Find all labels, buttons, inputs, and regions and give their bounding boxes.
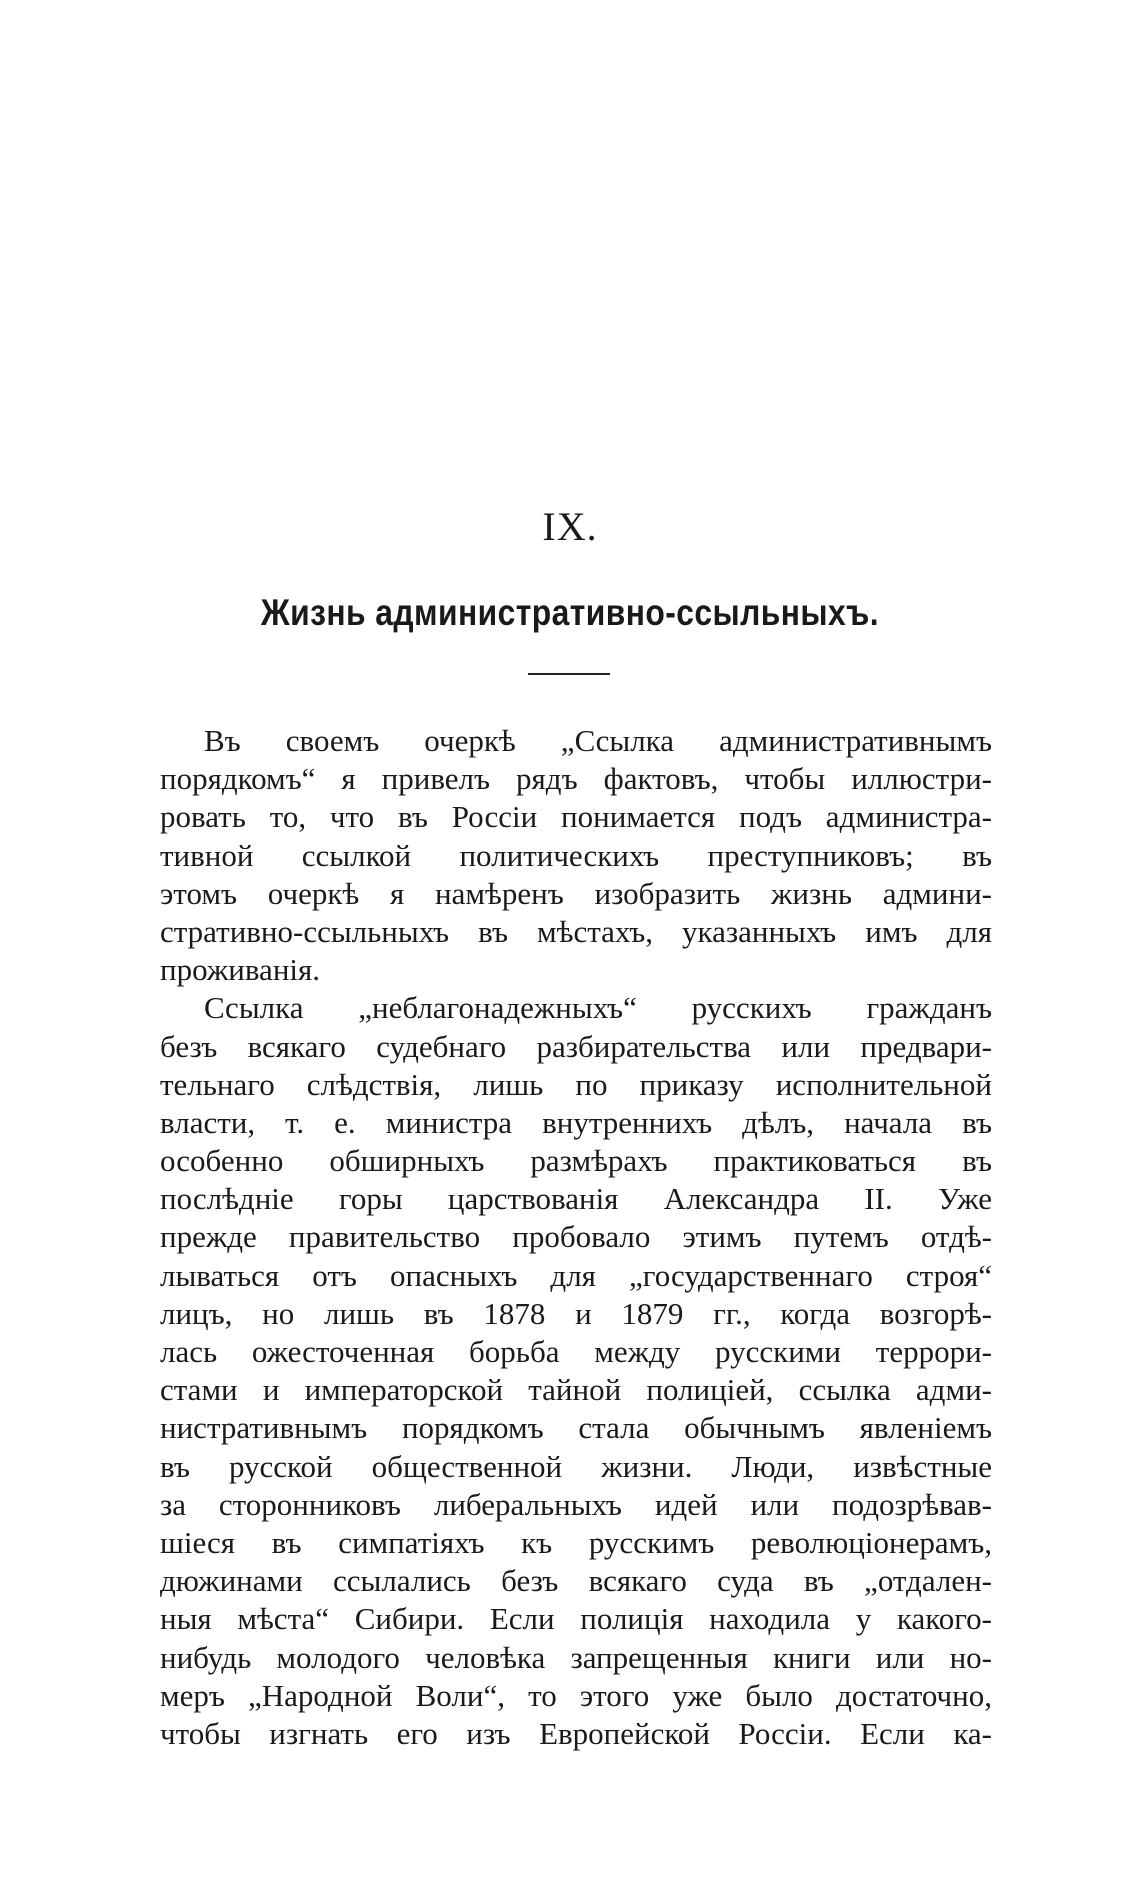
text-line: послѣдніе горы царствованія Александра II. Уже: [160, 1181, 992, 1217]
text-line: стративно-ссыльныхъ въ мѣстахъ, указанныхъ имъ для: [160, 913, 992, 949]
text-line: этомъ очеркѣ я намѣренъ изобразить жизнь админи-: [160, 875, 992, 911]
text-line: прежде правительство пробовало этимъ путемъ отдѣ-: [160, 1219, 992, 1255]
body-text: [160, 722, 992, 1753]
chapter-number: IX.: [542, 504, 598, 549]
text-line: ровать то, что въ Россіи понимается подъ администра-: [160, 799, 992, 835]
text-line: ныя мѣста“ Сибири. Если полиція находила у какого-: [160, 1601, 992, 1637]
text-line: меръ „Народной Воли“, то этого уже было достаточно,: [160, 1677, 992, 1713]
text-line: тивной ссылкой политическихъ преступниковъ; въ: [160, 837, 992, 873]
paragraph-1: [160, 722, 992, 989]
text-line: Въ своемъ очеркѣ „Ссылка административнымъ: [204, 723, 992, 758]
text-line: шіеся въ симпатіяхъ къ русскимъ революціонерамъ,: [160, 1524, 992, 1560]
text-line: въ русской общественной жизни. Люди, извѣстные: [160, 1448, 992, 1484]
text-line: за сторонниковъ либеральныхъ идей или подозрѣвав-: [160, 1486, 992, 1522]
chapter-title: Жизнь административно-ссыльныхъ.: [260, 592, 880, 633]
paragraph-2: [160, 989, 992, 1753]
title-divider: [528, 673, 610, 675]
text-line: особенно обширныхъ размѣрахъ практиковаться въ: [160, 1143, 992, 1179]
text-line: порядкомъ“ я привелъ рядъ фактовъ, чтобы иллюстри-: [160, 761, 992, 797]
text-line: лась ожесточенная борьба между русскими террори-: [160, 1334, 992, 1369]
text-line: чтобы изгнать его изъ Европейской Россіи. Если ка-: [160, 1715, 992, 1751]
text-line: власти, т. е. министра внутреннихъ дѣлъ, начала въ: [160, 1104, 992, 1140]
text-line: стами и императорской тайной полиціей, ссылка адми-: [160, 1372, 992, 1408]
text-line: тельнаго слѣдствія, лишь по приказу исполнительной: [160, 1066, 992, 1102]
text-line: лываться отъ опасныхъ для „государственнаго строя“: [160, 1257, 992, 1293]
text-line: нибудь молодого человѣка запрещенныя книги или но-: [160, 1639, 992, 1675]
text-line: нистративнымъ порядкомъ стала обычнымъ явленіемъ: [160, 1410, 992, 1446]
text-line: безъ всякаго судебнаго разбирательства или предвари-: [160, 1028, 992, 1064]
text-line: лицъ, но лишь въ 1878 и 1879 гг., когда возгорѣ-: [160, 1295, 992, 1331]
text-line: Ссылка „неблагонадежныхъ“ русскихъ гражданъ: [204, 990, 992, 1026]
text-line: дюжинами ссылались безъ всякаго суда въ „отдален-: [160, 1563, 992, 1599]
text-line: проживанія.: [160, 952, 321, 988]
